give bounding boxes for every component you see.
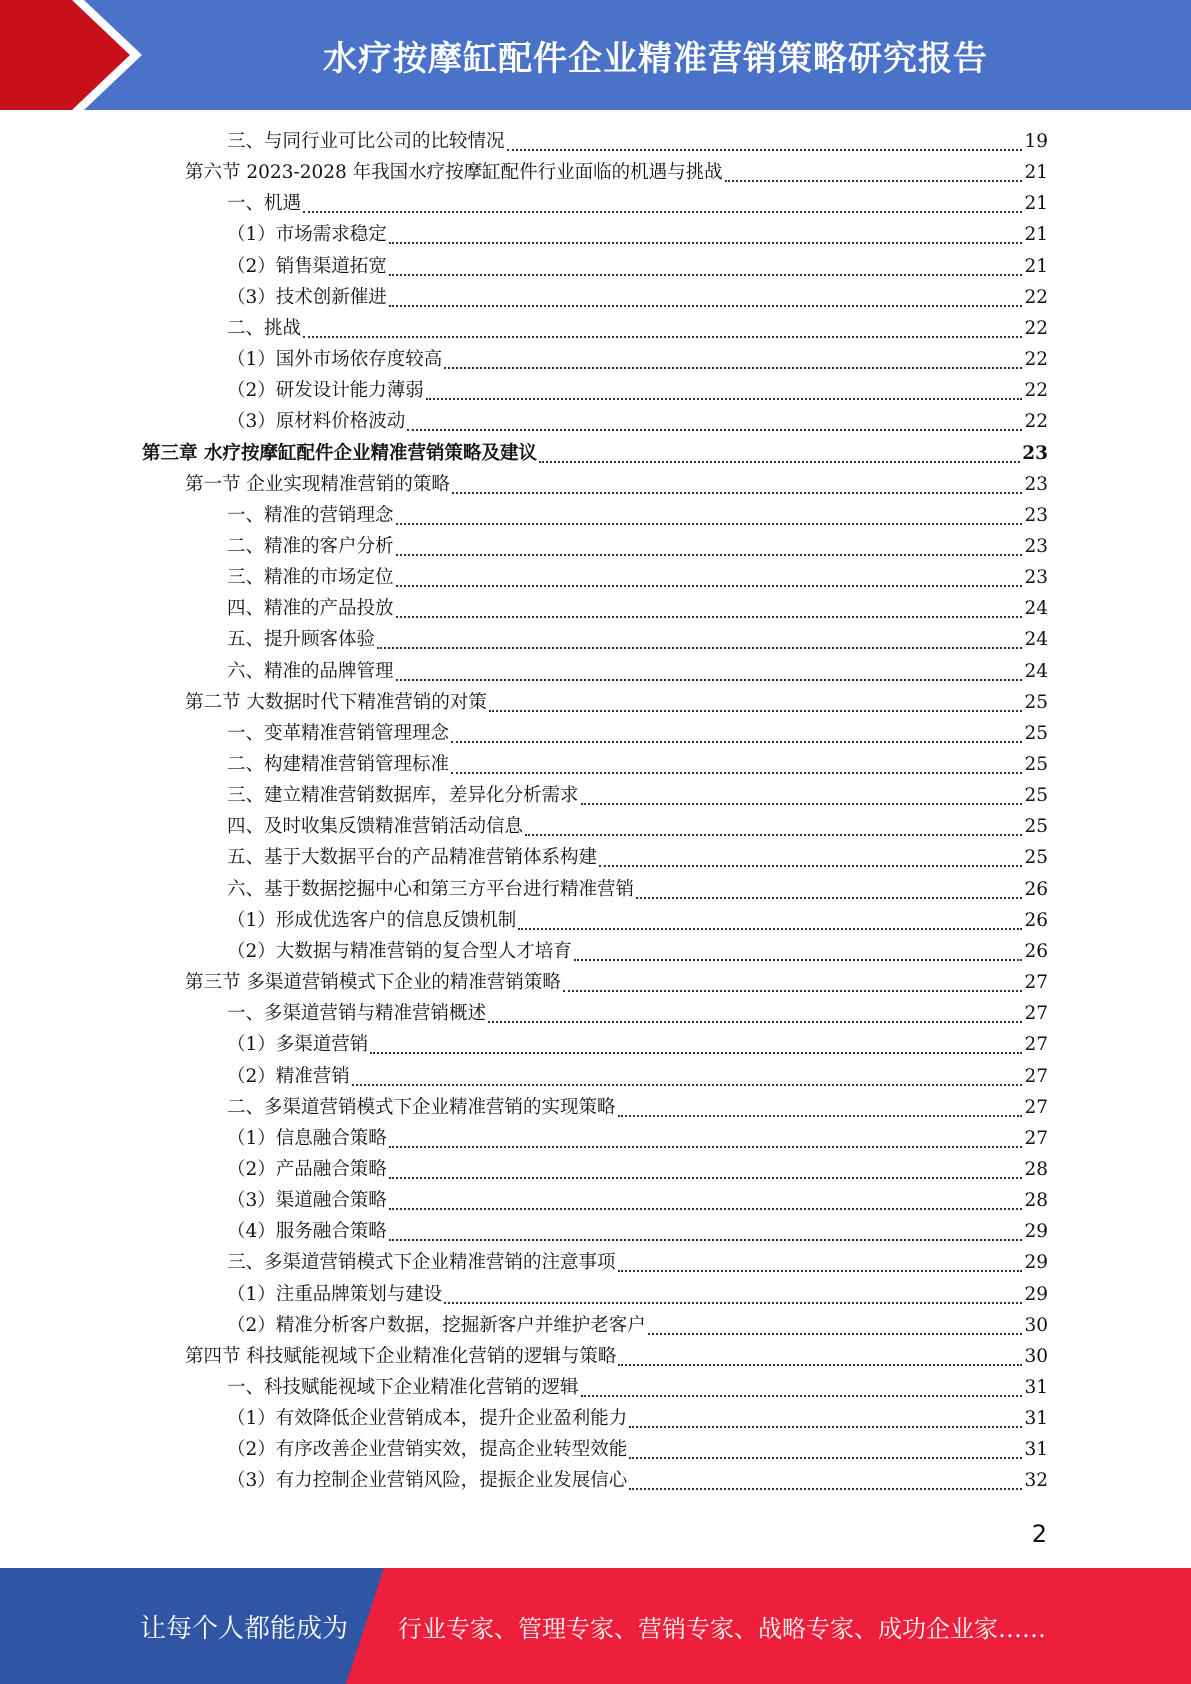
toc-entry[interactable] (227, 750, 1048, 781)
toc-entry[interactable] (185, 470, 1048, 501)
toc-page-number: 23 (1022, 442, 1048, 464)
toc-dot-leader (563, 990, 1023, 992)
toc-entry-title: 六、精准的品牌管理 (227, 660, 394, 682)
toc-page-number: 25 (1024, 691, 1048, 713)
toc-entry-title: 二、构建精准营销管理标准 (227, 754, 450, 775)
toc-page-number: 22 (1024, 317, 1048, 339)
toc-entry-title: （3）有力控制企业营销风险，提振企业发展信心 (227, 1470, 628, 1492)
toc-page-number: 24 (1024, 598, 1048, 620)
toc-dot-leader (389, 1177, 1023, 1179)
toc-dot-leader (581, 1395, 1023, 1397)
toc-entry-title: 三、与同行业可比公司的比较情况 (227, 131, 505, 152)
toc-page-number: 31 (1024, 1377, 1048, 1398)
toc-entry[interactable] (227, 999, 1048, 1030)
toc-entry[interactable] (185, 968, 1048, 999)
toc-page-number: 27 (1024, 1034, 1048, 1056)
toc-dot-leader (389, 305, 1023, 307)
toc-entry[interactable] (185, 158, 1048, 189)
toc-entry[interactable] (227, 127, 1048, 158)
toc-page-number: 22 (1024, 380, 1048, 402)
toc-page-number: 27 (1024, 1127, 1048, 1149)
toc-page-number: 21 (1024, 162, 1048, 184)
toc-entry[interactable] (227, 1466, 1048, 1497)
toc-entry[interactable] (227, 283, 1048, 314)
toc-dot-leader (389, 1239, 1023, 1241)
toc-dot-leader (389, 1208, 1023, 1210)
toc-dot-leader (574, 959, 1023, 961)
toc-page-number: 25 (1024, 785, 1048, 807)
toc-page-number: 29 (1024, 1252, 1048, 1274)
toc-entry-title: 第三节 多渠道营销模式下企业的精准营销策略 (185, 972, 561, 994)
toc-entry[interactable] (227, 1373, 1048, 1404)
toc-entry-title: 第三章 水疗按摩缸配件企业精准营销策略及建议 (142, 442, 537, 464)
toc-page-number: 23 (1024, 535, 1048, 557)
header-arrow-decoration (0, 0, 180, 110)
toc-page-number: 25 (1024, 847, 1048, 869)
toc-entry-title: （1）市场需求稳定 (227, 224, 387, 246)
toc-entry-title: 六、基于数据挖掘中心和第三方平台进行精准营销 (227, 878, 635, 900)
toc-dot-leader (618, 1270, 1023, 1272)
toc-page-number: 30 (1024, 1314, 1048, 1336)
toc-entry[interactable] (227, 781, 1048, 812)
toc-page-number: 25 (1024, 816, 1048, 838)
toc-entry-title: （4）服务融合策略 (227, 1221, 387, 1243)
toc-entry-title: 二、挑战 (227, 317, 302, 339)
toc-entry-title: 一、多渠道营销与精准营销概述 (227, 1003, 487, 1025)
toc-entry[interactable] (227, 1404, 1048, 1435)
toc-dot-leader (389, 1146, 1023, 1148)
toc-entry[interactable] (227, 937, 1048, 968)
toc-dot-leader (426, 398, 1023, 400)
toc-entry-title: （1）形成优选客户的信息反馈机制 (227, 909, 517, 931)
toc-dot-leader (618, 1364, 1022, 1366)
toc-entry[interactable] (227, 376, 1048, 407)
toc-entry[interactable] (227, 1435, 1048, 1466)
toc-entry-title: （2）有序改善企业营销实效，提高企业转型效能 (227, 1439, 628, 1461)
toc-entry-title: 三、精准的市场定位 (227, 567, 394, 589)
toc-entry[interactable] (227, 407, 1048, 438)
toc-entry-title: 三、多渠道营销模式下企业精准营销的注意事项 (227, 1252, 616, 1274)
toc-entry-title: 第二节 大数据时代下精准营销的对策 (185, 691, 487, 713)
toc-dot-leader (452, 492, 1023, 494)
toc-entry-title: 四、及时收集反馈精准营销活动信息 (227, 816, 524, 838)
toc-entry[interactable] (227, 875, 1048, 906)
toc-dot-leader (488, 1021, 1022, 1023)
toc-page-number: 27 (1024, 972, 1048, 994)
toc-entry-title: （2）销售渠道拓宽 (227, 255, 387, 277)
toc-dot-leader (725, 180, 1023, 182)
toc-dot-leader (303, 211, 1022, 213)
toc-entry[interactable] (227, 719, 1048, 750)
toc-entry[interactable] (227, 501, 1048, 532)
toc-entry[interactable] (227, 594, 1048, 625)
toc-page-number: 25 (1024, 722, 1048, 744)
toc-page-number: 27 (1024, 1096, 1048, 1118)
toc-entry[interactable] (227, 1155, 1048, 1186)
toc-dot-leader (396, 616, 1023, 618)
toc-entry-title: 五、基于大数据平台的产品精准营销体系构建 (227, 847, 598, 869)
toc-dot-leader (389, 274, 1023, 276)
toc-dot-leader (451, 772, 1022, 774)
toc-page-number: 21 (1024, 255, 1048, 277)
toc-dot-leader (444, 367, 1022, 369)
toc-dot-leader (636, 897, 1022, 899)
toc-entry-title: 第一节 企业实现精准营销的策略 (185, 473, 450, 495)
toc-page-number: 22 (1024, 349, 1048, 371)
toc-entry[interactable] (227, 532, 1048, 563)
toc-dot-leader (396, 523, 1023, 525)
toc-dot-leader (389, 242, 1023, 244)
toc-dot-leader (581, 803, 1023, 805)
toc-dot-leader (489, 710, 1023, 712)
toc-entry[interactable] (227, 1030, 1048, 1061)
toc-dot-leader (648, 1333, 1023, 1335)
toc-entry[interactable] (227, 657, 1048, 688)
toc-dot-leader (377, 647, 1022, 649)
toc-entry[interactable] (227, 906, 1048, 937)
toc-page-number: 32 (1024, 1470, 1048, 1492)
toc-page-number: 26 (1024, 878, 1048, 900)
footer-slogan-left: 让每个人都能成为 (140, 1613, 349, 1644)
toc-page-number: 22 (1024, 411, 1048, 433)
toc-entry[interactable] (227, 345, 1048, 376)
toc-entry-title: （2）产品融合策略 (227, 1158, 387, 1180)
toc-dot-leader (396, 679, 1023, 681)
toc-entry-title: （1）信息融合策略 (227, 1127, 387, 1149)
toc-entry[interactable] (227, 843, 1048, 874)
toc-entry[interactable] (227, 189, 1048, 220)
report-title: 水疗按摩缸配件企业精准营销策略研究报告 (323, 38, 988, 79)
toc-page-number: 22 (1024, 286, 1048, 308)
toc-entry-title: （3）原材料价格波动 (227, 411, 406, 433)
toc-entry-title: 第六节 2023-2028 年我国水疗按摩缸配件行业面临的机遇与挑战 (185, 162, 723, 184)
toc-entry-title: 一、变革精准营销管理理念 (227, 722, 450, 744)
toc-page-number: 31 (1024, 1439, 1048, 1461)
toc-page-number: 27 (1024, 1003, 1048, 1025)
toc-entry[interactable] (227, 812, 1048, 843)
toc-page-number: 21 (1024, 193, 1048, 215)
toc-entry[interactable] (227, 1280, 1048, 1311)
toc-entry-title: （1）国外市场依存度较高 (227, 349, 443, 371)
toc-page-number: 28 (1024, 1158, 1048, 1180)
toc-entry[interactable] (227, 1062, 1048, 1093)
toc-dot-leader (539, 461, 1020, 463)
toc-page-number: 29 (1024, 1283, 1048, 1305)
toc-dot-leader (444, 1302, 1022, 1304)
toc-page-number: 23 (1024, 473, 1048, 495)
toc-page-number: 26 (1024, 940, 1048, 962)
toc-page-number: 26 (1024, 909, 1048, 931)
toc-entry-title: （3）渠道融合策略 (227, 1190, 387, 1212)
toc-dot-leader (618, 1115, 1023, 1117)
toc-entry-title: （2）精准分析客户数据，挖掘新客户并维护老客户 (227, 1314, 646, 1336)
toc-entry-title: （1）有效降低企业营销成本，提升企业盈利能力 (227, 1408, 628, 1430)
toc-dot-leader (352, 1084, 1023, 1086)
toc-page-number: 23 (1024, 567, 1048, 589)
toc-dot-leader (396, 554, 1023, 556)
toc-entry[interactable] (227, 1124, 1048, 1155)
toc-entry-title: （2）精准营销 (227, 1065, 350, 1087)
toc-entry-title: 五、提升顾客体验 (227, 629, 376, 651)
toc-dot-leader (303, 336, 1022, 338)
toc-page-number: 29 (1024, 1221, 1048, 1243)
toc-entry[interactable] (227, 1311, 1048, 1342)
toc-page-number: 30 (1024, 1345, 1048, 1367)
toc-entry-title: 二、多渠道营销模式下企业精准营销的实现策略 (227, 1096, 616, 1118)
page-header (0, 0, 1191, 110)
toc-dot-leader (629, 1457, 1022, 1459)
toc-entry[interactable] (227, 252, 1048, 283)
toc-page-number: 24 (1024, 660, 1048, 682)
toc-entry-title: 三、建立精准营销数据库，差异化分析需求 (227, 785, 579, 807)
toc-entry-title: 一、精准的营销理念 (227, 504, 394, 526)
toc-entry[interactable] (227, 1093, 1048, 1124)
toc-page-number: 23 (1024, 504, 1048, 526)
toc-page-number: 19 (1024, 131, 1048, 152)
toc-dot-leader (396, 585, 1023, 587)
toc-entry-title: （1）多渠道营销 (227, 1034, 369, 1056)
toc-entry[interactable] (142, 439, 1048, 470)
toc-entry-title: （2）研发设计能力薄弱 (227, 380, 424, 402)
toc-entry[interactable] (227, 563, 1048, 594)
toc-dot-leader (407, 429, 1022, 431)
toc-entry[interactable] (227, 1217, 1048, 1248)
page-footer (0, 1568, 1191, 1684)
toc-page-number: 24 (1024, 629, 1048, 651)
toc-entry-title: 二、精准的客户分析 (227, 535, 394, 557)
toc-entry-title: 四、精准的产品投放 (227, 598, 394, 620)
footer-slogan-right: 行业专家、管理专家、营销专家、战略专家、成功企业家…… (398, 1614, 1046, 1643)
page-number: 2 (1031, 1520, 1047, 1548)
toc-entry-title: （2）大数据与精准营销的复合型人才培育 (227, 940, 572, 962)
toc-dot-leader (507, 149, 1023, 151)
toc-dot-leader (599, 865, 1022, 867)
toc-entry[interactable] (227, 625, 1048, 656)
toc-entry[interactable] (185, 688, 1048, 719)
toc-dot-leader (451, 741, 1022, 743)
toc-page-number: 25 (1024, 754, 1048, 775)
toc-entry-title: （1）注重品牌策划与建设 (227, 1283, 443, 1305)
toc-entry[interactable] (227, 1186, 1048, 1217)
toc-page-number: 31 (1024, 1408, 1048, 1430)
toc-entry[interactable] (227, 314, 1048, 345)
toc-entry[interactable] (227, 1248, 1048, 1279)
toc-page-number: 28 (1024, 1190, 1048, 1212)
toc-entry[interactable] (227, 220, 1048, 251)
toc-page-number: 27 (1024, 1065, 1048, 1087)
toc-dot-leader (525, 834, 1022, 836)
toc-entry-title: 一、科技赋能视域下企业精准化营销的逻辑 (227, 1377, 579, 1398)
toc-dot-leader (518, 928, 1022, 930)
toc-entry-title: （3）技术创新催进 (227, 286, 387, 308)
toc-entry-title: 一、机遇 (227, 193, 302, 215)
toc-entry-title: 第四节 科技赋能视域下企业精准化营销的逻辑与策略 (185, 1345, 617, 1367)
toc-dot-leader (629, 1488, 1022, 1490)
toc-dot-leader (370, 1052, 1022, 1054)
toc-page-number: 21 (1024, 224, 1048, 246)
toc-entry[interactable] (185, 1342, 1048, 1373)
toc-dot-leader (629, 1426, 1022, 1428)
